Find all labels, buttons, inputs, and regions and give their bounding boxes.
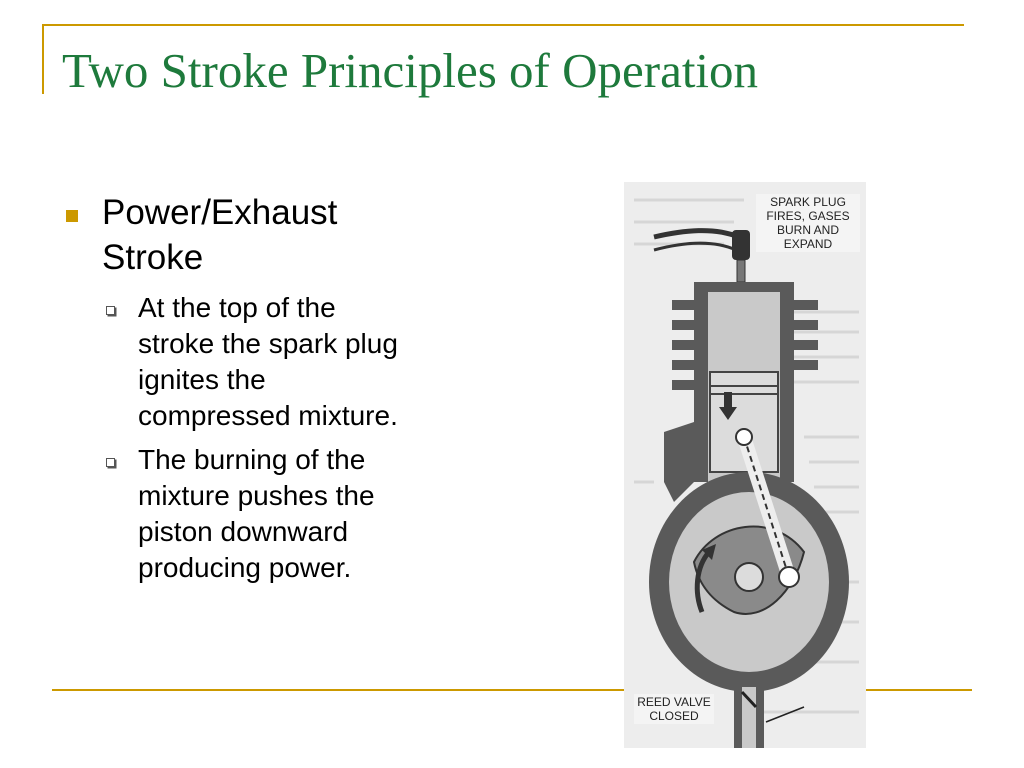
- transfer-port: [664, 422, 694, 502]
- bullet-power-exhaust: [60, 190, 500, 586]
- subbullet-line: producing power.: [138, 552, 352, 583]
- bullet-text-line-2: Stroke: [102, 238, 204, 277]
- callout-line: BURN AND: [776, 223, 839, 237]
- subbullet-spark-plug: [102, 290, 500, 434]
- two-stroke-engine-drawing: [624, 182, 866, 748]
- ignition-wire: [654, 231, 739, 237]
- callout-reed-valve: [634, 694, 714, 724]
- bullet-list: [60, 190, 500, 594]
- subbullet-line: stroke the spark plug: [138, 328, 398, 359]
- callout-spark-plug-fires: [756, 194, 860, 252]
- subbullet-line: ignites the: [138, 364, 266, 395]
- hollow-square-bullet-icon: [106, 306, 115, 315]
- callout-line: CLOSED: [649, 709, 699, 723]
- callout-line: EXPAND: [783, 237, 833, 251]
- frame-top-rule: [42, 24, 964, 26]
- bullet-text-line-1: Power/Exhaust: [102, 193, 338, 232]
- hollow-square-bullet-icon: [106, 458, 115, 467]
- engine-diagram-figure: [624, 182, 866, 748]
- crank-pin: [779, 567, 799, 587]
- frame-left-rule: [42, 24, 44, 94]
- subbullet-line: At the top of the: [138, 292, 336, 323]
- plug-boot: [732, 230, 750, 260]
- square-bullet-icon: [66, 210, 78, 222]
- subbullet-line: mixture pushes the: [138, 480, 375, 511]
- callout-line: FIRES, GASES: [766, 209, 850, 223]
- subbullet-line: The burning of the: [138, 444, 366, 475]
- crankshaft-icon: [735, 563, 763, 591]
- subbullet-line: compressed mixture.: [138, 400, 398, 431]
- subbullet-burning: [102, 442, 500, 586]
- slide-title: Two Stroke Principles of Operation: [62, 43, 759, 98]
- subbullet-line: piston downward: [138, 516, 349, 547]
- callout-line: SPARK PLUG: [770, 195, 846, 209]
- wrist-pin: [736, 429, 752, 445]
- callout-line: REED VALVE: [637, 695, 711, 709]
- spark-plug-icon: [737, 260, 745, 282]
- subbullet-list: [102, 290, 500, 586]
